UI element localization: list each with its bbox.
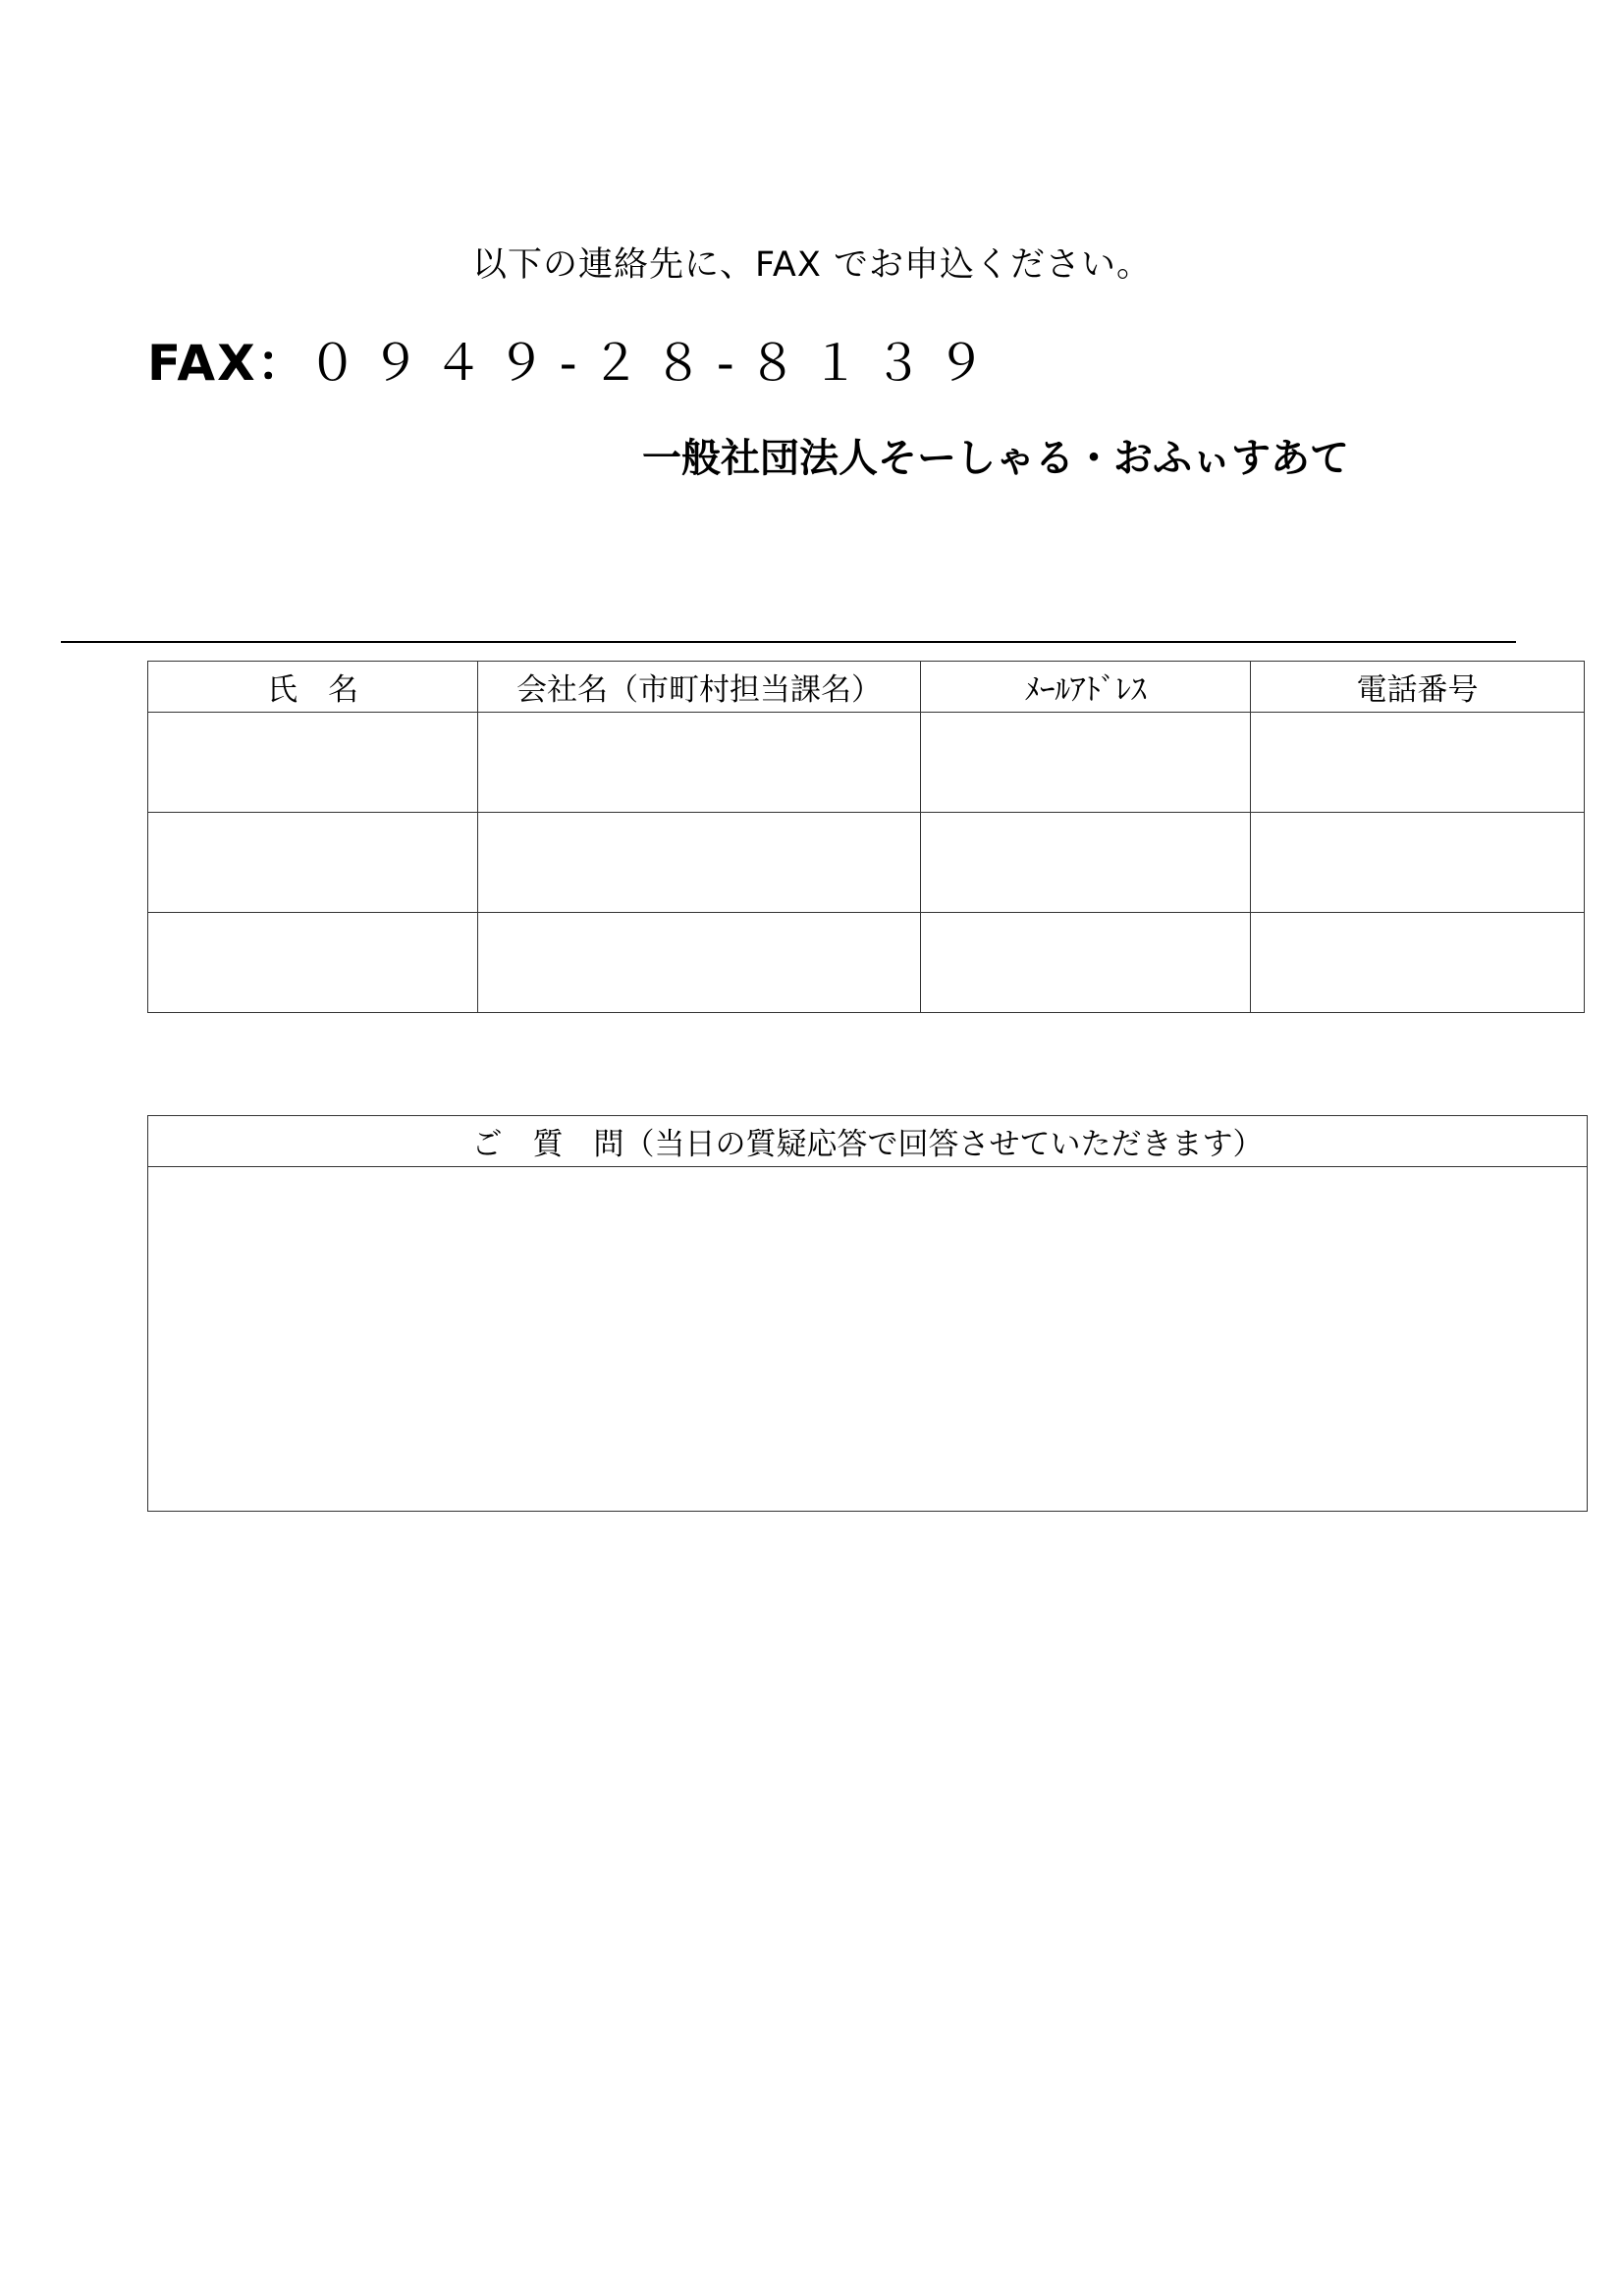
phone-field[interactable] bbox=[1251, 913, 1585, 1013]
fax-number: ０９４９-２８-８１３９ bbox=[307, 335, 1000, 392]
instruction-text: 以下の連絡先に、FAX でお申込ください。 bbox=[472, 245, 1152, 285]
question-body-row bbox=[148, 1167, 1588, 1512]
table-header-row bbox=[148, 662, 1585, 713]
name-field[interactable] bbox=[148, 813, 478, 913]
company-field[interactable] bbox=[478, 713, 921, 813]
cut-line-divider bbox=[61, 641, 1516, 643]
name-field[interactable] bbox=[148, 913, 478, 1013]
email-field[interactable] bbox=[921, 813, 1251, 913]
header-company: 会社名（市町村担当課名） bbox=[478, 662, 921, 713]
table-row bbox=[148, 913, 1585, 1013]
header-phone: 電話番号 bbox=[1251, 662, 1585, 713]
organization-name: 一般社団法人そーしゃる・おふぃすあて bbox=[642, 436, 1349, 481]
company-field[interactable] bbox=[478, 813, 921, 913]
header-email: ﾒｰﾙｱﾄﾞﾚｽ bbox=[921, 662, 1251, 713]
fax-label: FAX： bbox=[147, 335, 308, 392]
company-field[interactable] bbox=[478, 913, 921, 1013]
question-field[interactable] bbox=[148, 1167, 1588, 1512]
phone-field[interactable] bbox=[1251, 713, 1585, 813]
header-name: 氏 名 bbox=[148, 662, 478, 713]
table-row bbox=[148, 713, 1585, 813]
name-field[interactable] bbox=[148, 713, 478, 813]
question-header: ご 質 問（当日の質疑応答で回答させていただきます） bbox=[148, 1116, 1588, 1167]
email-field[interactable] bbox=[921, 713, 1251, 813]
phone-field[interactable] bbox=[1251, 813, 1585, 913]
fax-line bbox=[147, 334, 1000, 393]
registration-table bbox=[147, 661, 1585, 1013]
table-row bbox=[148, 813, 1585, 913]
question-box bbox=[147, 1115, 1588, 1512]
question-header-row bbox=[148, 1116, 1588, 1167]
email-field[interactable] bbox=[921, 913, 1251, 1013]
